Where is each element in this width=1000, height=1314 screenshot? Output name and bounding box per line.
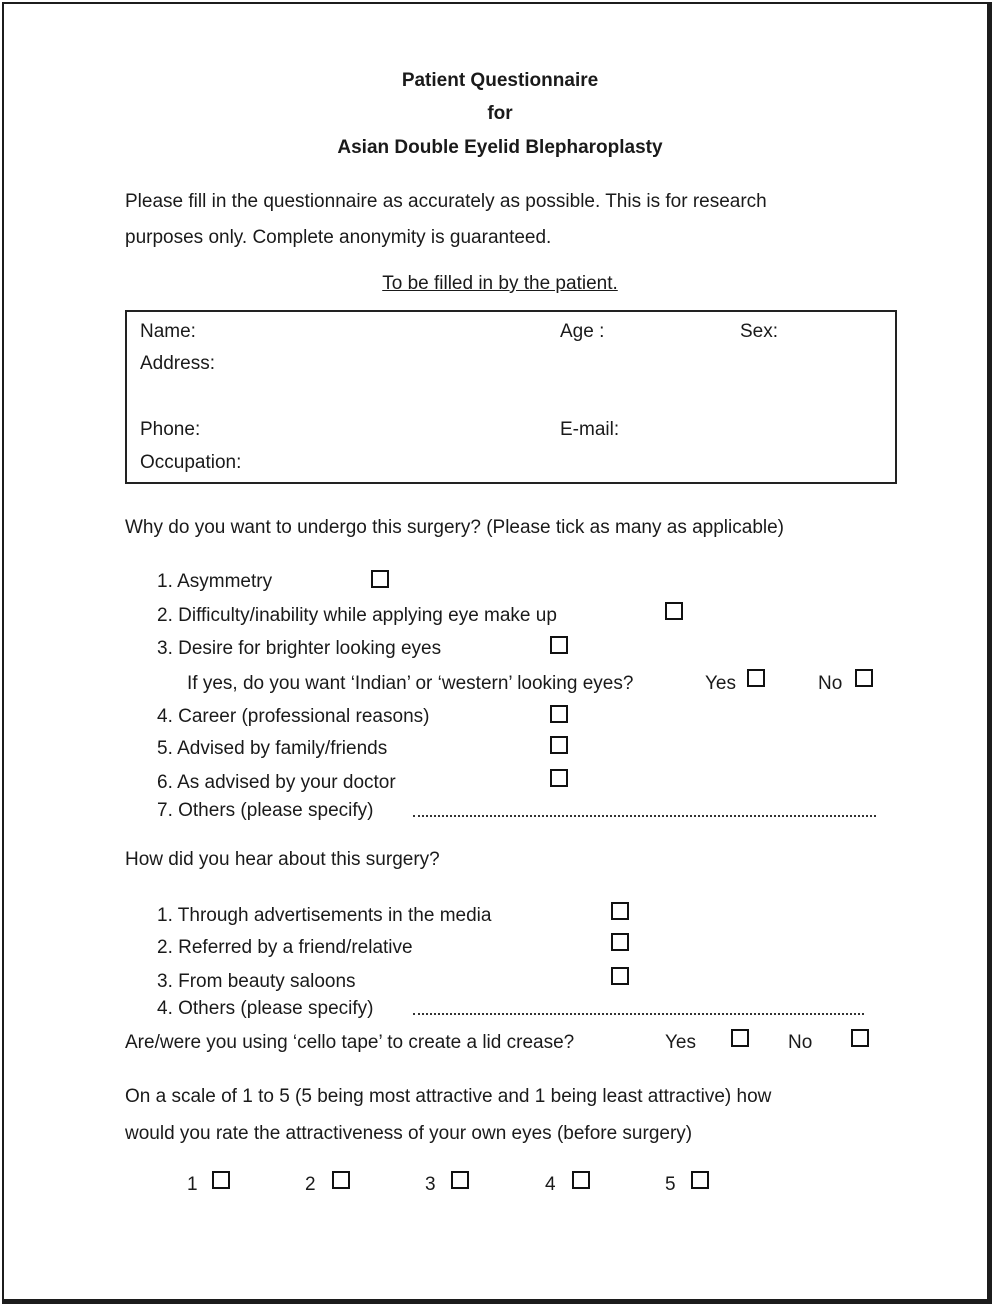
reason-option-5: 5. Advised by family/friends [157,738,388,759]
rating-label-2: 2 [305,1174,316,1195]
address-field[interactable]: Address: [140,353,215,374]
source-checkbox-1[interactable] [611,902,629,920]
reason-other-specify-line[interactable] [413,815,876,817]
source-checkbox-3[interactable] [611,967,629,985]
eye-style-yes-label: Yes [705,673,736,694]
rating-label-3: 3 [425,1174,436,1195]
eye-style-no-checkbox[interactable] [855,669,873,687]
rating-label-4: 4 [545,1174,556,1195]
rating-label-1: 1 [187,1174,198,1195]
reason-checkbox-5[interactable] [550,736,568,754]
eye-style-no-label: No [818,673,843,694]
reason-option-3: 3. Desire for brighter looking eyes [157,638,442,659]
rating-checkbox-5[interactable] [691,1171,709,1189]
reason-checkbox-6[interactable] [550,769,568,787]
sex-field[interactable]: Sex: [740,321,779,342]
reason-checkbox-2[interactable] [665,602,683,620]
reason-checkbox-1[interactable] [371,570,389,588]
form-title-line2: for [487,103,513,124]
rating-checkbox-4[interactable] [572,1171,590,1189]
form-title-line3: Asian Double Eyelid Blepharoplasty [337,137,663,158]
source-option-4: 4. Others (please specify) [157,998,374,1019]
patient-section-heading: To be filled in by the patient. [382,273,618,294]
source-checkbox-2[interactable] [611,933,629,951]
phone-field[interactable]: Phone: [140,419,201,440]
rating-checkbox-1[interactable] [212,1171,230,1189]
reason-option-4: 4. Career (professional reasons) [157,706,430,727]
occupation-field[interactable]: Occupation: [140,452,242,473]
intro-line2: purposes only. Complete anonymity is guaranteed. [125,227,552,248]
question-source: How did you hear about this surgery? [125,849,440,870]
cello-tape-no-label: No [788,1032,813,1053]
question-cello-tape: Are/were you using ‘cello tape’ to create a lid crease? [125,1032,575,1053]
eye-style-yes-checkbox[interactable] [747,669,765,687]
source-option-2: 2. Referred by a friend/relative [157,937,413,958]
reason-option-1: 1. Asymmetry [157,571,273,592]
intro-line1: Please fill in the questionnaire as accurately as possible. This is for research [125,191,767,212]
reason-option-2: 2. Difficulty/inability while applying eye make up [157,605,557,626]
form-title-line1: Patient Questionnaire [401,70,599,91]
name-field[interactable]: Name: [140,321,196,342]
age-field[interactable]: Age : [560,321,605,342]
question-reason: Why do you want to undergo this surgery? (Please tick as many as applicable) [125,517,784,538]
rating-label-5: 5 [665,1174,676,1195]
source-option-3: 3. From beauty saloons [157,971,356,992]
rating-checkbox-3[interactable] [451,1171,469,1189]
reason-checkbox-3[interactable] [550,636,568,654]
email-field[interactable]: E-mail: [560,419,620,440]
eye-style-followup: If yes, do you want ‘Indian’ or ‘western’ looking eyes? [187,673,634,694]
question-rating-line1: On a scale of 1 to 5 (5 being most attractive and 1 being least attractive) how [125,1086,772,1107]
rating-checkbox-2[interactable] [332,1171,350,1189]
reason-option-6: 6. As advised by your doctor [157,772,396,793]
source-other-specify-line[interactable] [413,1013,864,1015]
cello-tape-yes-label: Yes [665,1032,696,1053]
question-rating-line2: would you rate the attractiveness of your own eyes (before surgery) [125,1123,693,1144]
source-option-1: 1. Through advertisements in the media [157,905,492,926]
reason-option-7: 7. Others (please specify) [157,800,374,821]
cello-tape-no-checkbox[interactable] [851,1029,869,1047]
cello-tape-yes-checkbox[interactable] [731,1029,749,1047]
reason-checkbox-4[interactable] [550,705,568,723]
